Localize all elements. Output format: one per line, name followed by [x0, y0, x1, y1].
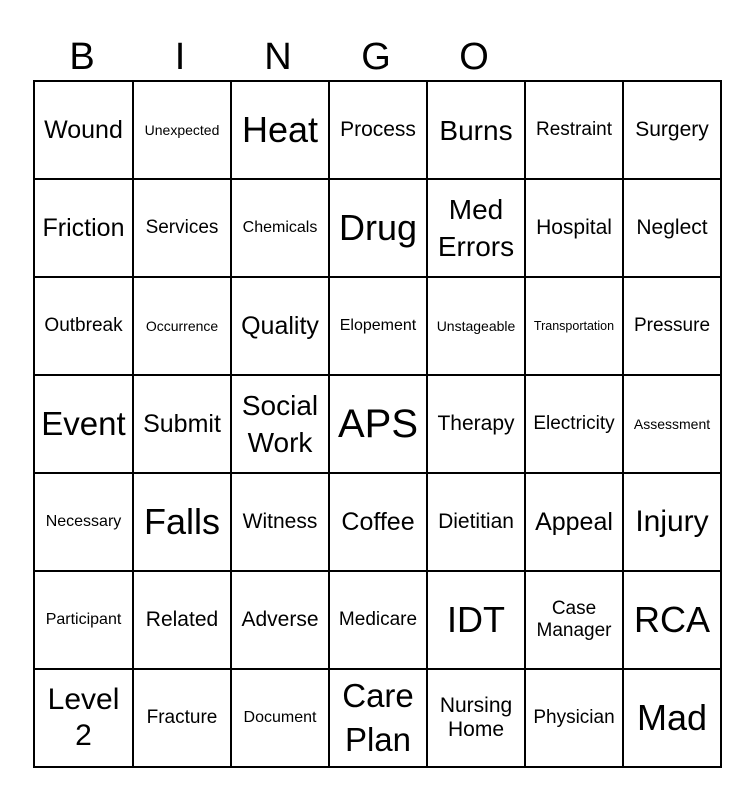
bingo-cell: Unstageable: [428, 278, 526, 376]
bingo-cell: Services: [134, 180, 232, 278]
bingo-cell: Therapy: [428, 376, 526, 474]
bingo-cell: Quality: [232, 278, 330, 376]
bingo-cell: Social Work: [232, 376, 330, 474]
bingo-cell: Restraint: [526, 82, 624, 180]
bingo-cell: Submit: [134, 376, 232, 474]
bingo-cell: Transportation: [526, 278, 624, 376]
bingo-cell: Injury: [624, 474, 722, 572]
bingo-row: [35, 376, 722, 474]
header-letter-o: O: [459, 36, 489, 78]
bingo-row: [35, 572, 722, 670]
bingo-cell: Fracture: [134, 670, 232, 768]
bingo-header: [33, 34, 719, 80]
bingo-cell: Pressure: [624, 278, 722, 376]
bingo-card: [33, 80, 722, 768]
bingo-cell: Witness: [232, 474, 330, 572]
bingo-cell: Document: [232, 670, 330, 768]
bingo-cell: Neglect: [624, 180, 722, 278]
bingo-cell: RCA: [624, 572, 722, 670]
bingo-cell: Med Errors: [428, 180, 526, 278]
bingo-cell: Hospital: [526, 180, 624, 278]
bingo-cell: Chemicals: [232, 180, 330, 278]
header-letter-n: N: [264, 36, 292, 78]
bingo-cell: Necessary: [35, 474, 134, 572]
header-letter-g: G: [361, 36, 391, 78]
bingo-cell: Burns: [428, 82, 526, 180]
bingo-cell: APS: [330, 376, 428, 474]
bingo-cell: Friction: [35, 180, 134, 278]
bingo-cell: Heat: [232, 82, 330, 180]
bingo-cell: Appeal: [526, 474, 624, 572]
bingo-cell: Occurrence: [134, 278, 232, 376]
bingo-row: [35, 670, 722, 768]
bingo-cell: Electricity: [526, 376, 624, 474]
bingo-cell: Drug: [330, 180, 428, 278]
bingo-cell: Medicare: [330, 572, 428, 670]
bingo-cell: Process: [330, 82, 428, 180]
bingo-cell: Physician: [526, 670, 624, 768]
bingo-cell: Elopement: [330, 278, 428, 376]
bingo-row: [35, 82, 722, 180]
header-letter-b: B: [69, 36, 95, 78]
bingo-cell: Adverse: [232, 572, 330, 670]
bingo-cell: Participant: [35, 572, 134, 670]
bingo-row: [35, 278, 722, 376]
bingo-cell: Assessment: [624, 376, 722, 474]
bingo-cell: Related: [134, 572, 232, 670]
bingo-cell: Dietitian: [428, 474, 526, 572]
bingo-row: [35, 474, 722, 572]
bingo-row: [35, 180, 722, 278]
bingo-cell: Event: [35, 376, 134, 474]
bingo-cell: Outbreak: [35, 278, 134, 376]
bingo-cell: IDT: [428, 572, 526, 670]
bingo-cell: Surgery: [624, 82, 722, 180]
bingo-cell: Case Manager: [526, 572, 624, 670]
bingo-cell: Level 2: [35, 670, 134, 768]
bingo-cell: Care Plan: [330, 670, 428, 768]
bingo-cell: Mad: [624, 670, 722, 768]
bingo-cell: Coffee: [330, 474, 428, 572]
bingo-cell: Nursing Home: [428, 670, 526, 768]
bingo-cell: Wound: [35, 82, 134, 180]
bingo-cell: Unexpected: [134, 82, 232, 180]
bingo-cell: Falls: [134, 474, 232, 572]
header-letter-i: I: [174, 36, 186, 78]
